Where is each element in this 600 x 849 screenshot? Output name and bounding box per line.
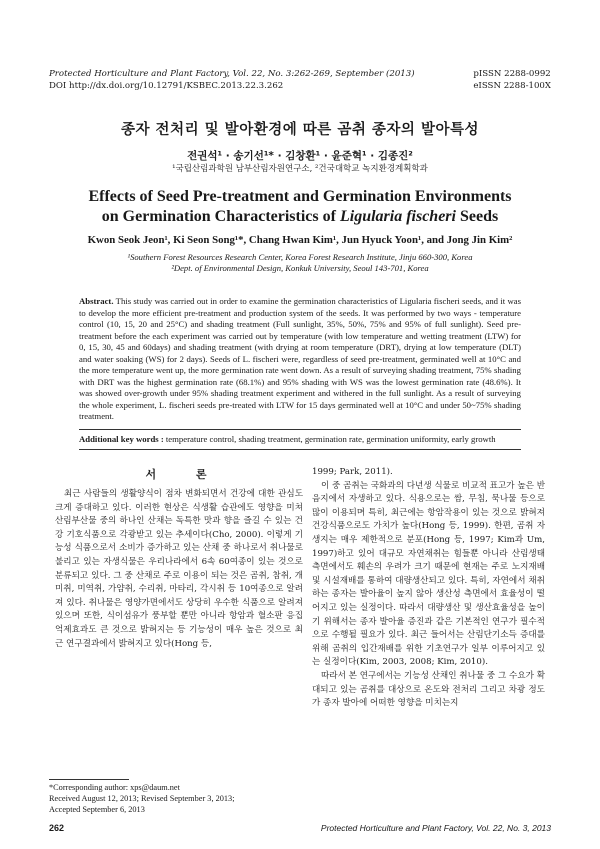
intro-paragraph-3: 따라서 본 연구에서는 기능성 산채인 취나물 중 그 수요가 확대되고 있는 곰취를 대상으로 온도와 전처리 그리고 차광 정도가 종자 발아에 어떠한 영향을 미치는지: [312, 670, 545, 709]
body-right-column: [312, 466, 545, 711]
footer-journal: Protected Horticulture and Plant Factory, Vol. 22, No. 3, 2013: [320, 823, 551, 833]
english-title: [0, 187, 600, 227]
journal-citation: [49, 68, 415, 92]
korean-affiliation: ¹국립산림과학원 남부산림자원연구소, ²건국대학교 녹지환경계획학과: [172, 164, 428, 174]
keywords-text: temperature control, shading treatment, germination rate, germination uniformity, early growth: [163, 434, 496, 444]
received-date: Received August 12, 2013; Revised September 3, 2013;: [49, 794, 235, 803]
korean-title: 종자 전처리 및 발아환경에 따른 곰취 종자의 발아특성: [121, 122, 479, 138]
keywords-bottom-rule: [79, 449, 521, 450]
journal-line: Protected Horticulture and Plant Factory, Vol. 22, No. 3:262-269, September (2013): [49, 69, 415, 79]
keywords-top-rule: [79, 429, 521, 430]
english-title-line-2: on Germination Characteristics of Ligularia fischeri Seeds: [101, 208, 499, 225]
abstract-label: Abstract.: [79, 296, 114, 306]
corresponding-author: *Corresponding author: xps@daum.net: [49, 783, 180, 792]
abstract: [79, 296, 521, 423]
english-title-line-1: Effects of Seed Pre-treatment and Germination Environments: [88, 188, 512, 205]
section-title-introduction: 서 론: [145, 468, 225, 481]
intro-paragraph-1-end: 1999; Park, 2011).: [312, 467, 393, 477]
korean-authors: 전권석¹ · 송기선¹* · 김창환¹ · 윤준혁¹ · 김종진²: [187, 150, 413, 162]
issn-block: [473, 68, 551, 92]
footnote-rule: [49, 779, 129, 780]
english-affiliations: [0, 252, 600, 274]
pissn: pISSN 2288-0992: [473, 69, 551, 79]
keywords: [79, 434, 539, 444]
page-number: 262: [49, 823, 65, 833]
english-authors: Kwon Seok Jeon¹, Ki Seon Song¹*, Chang Hwan Kim¹, Jun Hyuck Yoon¹, and Jong Jin Kim²: [87, 234, 513, 246]
keywords-label: Additional key words :: [79, 434, 164, 444]
accepted-date: Accepted September 6, 2013: [49, 805, 145, 814]
affiliation-1: ¹Southern Forest Resources Research Center, Korea Forest Research Institute, Jinju 660-300, Korea: [127, 252, 473, 262]
doi-line[interactable]: DOI http://dx.doi.org/10.12791/KSBEC.2013.22.3.262: [49, 81, 284, 91]
affiliation-2: ²Dept. of Environmental Design, Konkuk University, Seoul 143-701, Korea: [171, 263, 429, 273]
intro-paragraph-2: 이 중 곰취는 국화과의 다년생 식물로 비교적 표고가 높은 반음지에서 자생하고 있다. 식용으로는 쌈, 무침, 묵나물 등으로 많이 이용되며 특히, 최근에는 항암작용이 있는 것으로 밝혀져 건강식품으로도 가치가 높다(Hong 등, 1999). 한편, 곰취 자생지는 매우 제한적으로 분포(Hong 등, 1997; Kim과 Um, 1997)하고 있어 대규모 자연채취는 힘들뿐 아니라 산림생태 측면에서도 훼손의 우려가 크기 때문에 현재는 주로 노지재배 및 시설재배를 통하여 대량생산되고 있다. 특히, 자연에서 채취하는 종자는 발아율이 높지 않아 생산성 측면에서 효율성이 떨어지고 있는 실정이다. 따라서 대량생산 및 생산효율성을 높이기 위해서는 종자 발아율 증진과 같은 기본적인 연구가 필수적으로 수행될 필요가 있다. 최근 들어서는 산림단기소득 증대를 위해 곰취의 입간재배를 위한 기초연구가 일부 이루어지고 있는 실정이다(Kim, 2003, 2008; Kim, 2010).: [312, 480, 545, 668]
abstract-text: This study was carried out in order to examine the germination characteristics of Ligularia fischeri seeds, and it was to develop the more efficient pre-treatment and production system of the seeds. It was performed by two ways - temperature control (10, 15, 20 and 25°C) and shading treatment (Full sunlight, 35%, 50%, 75% and 95% of full sunlight). Seed pre-treatment before the each experiment was carried out by temperature (with low temperature and wetting treatment (LTW) for 0, 15, 30, 45 and 60days) and shading treatment (with drying at room temperature (DRT), drying at low temperature (DLT) and water soaking (WS) for 2 days). Seeds of L. fischeri were, regardless of seed pre-treatment, germinated well at 10°C and the more temperature went up, the more germination rate went down. As a result of surveying shading treatment, 75% shading with DRT was the highest germination rate (68.1%) and 95% shading with WS was the lowest germination rate (48.6%). It was showed over-growth under 95% shading treatment experiment and withered in the full sunlight. As a result of surveying the whole experiment, L. fischeri seeds pre-treated with LTW for 15 days germinated well at 10°C and under 50~75% shading treatment.: [79, 296, 521, 421]
body-left-column: [55, 488, 303, 651]
footnote: [49, 782, 235, 815]
species-name: Ligularia fischeri: [339, 208, 456, 225]
intro-paragraph-1: 최근 사람들의 생활양식이 점차 변화되면서 건강에 대한 관심도 크게 증대하고 있다. 이러한 현상은 식생활 습관에도 영향을 미쳐 산림부산물 중의 하나인 산채는 독특한 맛과 향을 즐길 수 있는 건강 기호식품으로 각광받고 있는 추세이다(Cho, 2000). 이렇게 기능성 식품으로서 소비가 증가하고 있는 산채 중 하나로서 취나물로 불리고 있는 자생식물은 우리나라에서 6속 60여종이 있는 것으로 분류되고 있다. 그 중 산채로 주로 이용이 되는 것은 곰취, 참취, 개미취, 미역취, 가얌취, 수리취, 마타리, 각시취 등 10여종으로 알려져 있다. 취나물은 영양가면에서도 상당히 우수한 식품으로 알려져 있으며 또한, 식이섬유가 풍부할 뿐만 아니라 항암과 혈소판 응집 억제효과도 큰 것으로 밝혀지는 등 기능성이 매우 높은 것으로 최근 연구결과에서 밝혀지고 있다(Hong 등,: [55, 489, 303, 649]
eissn: eISSN 2288-100X: [473, 81, 551, 91]
